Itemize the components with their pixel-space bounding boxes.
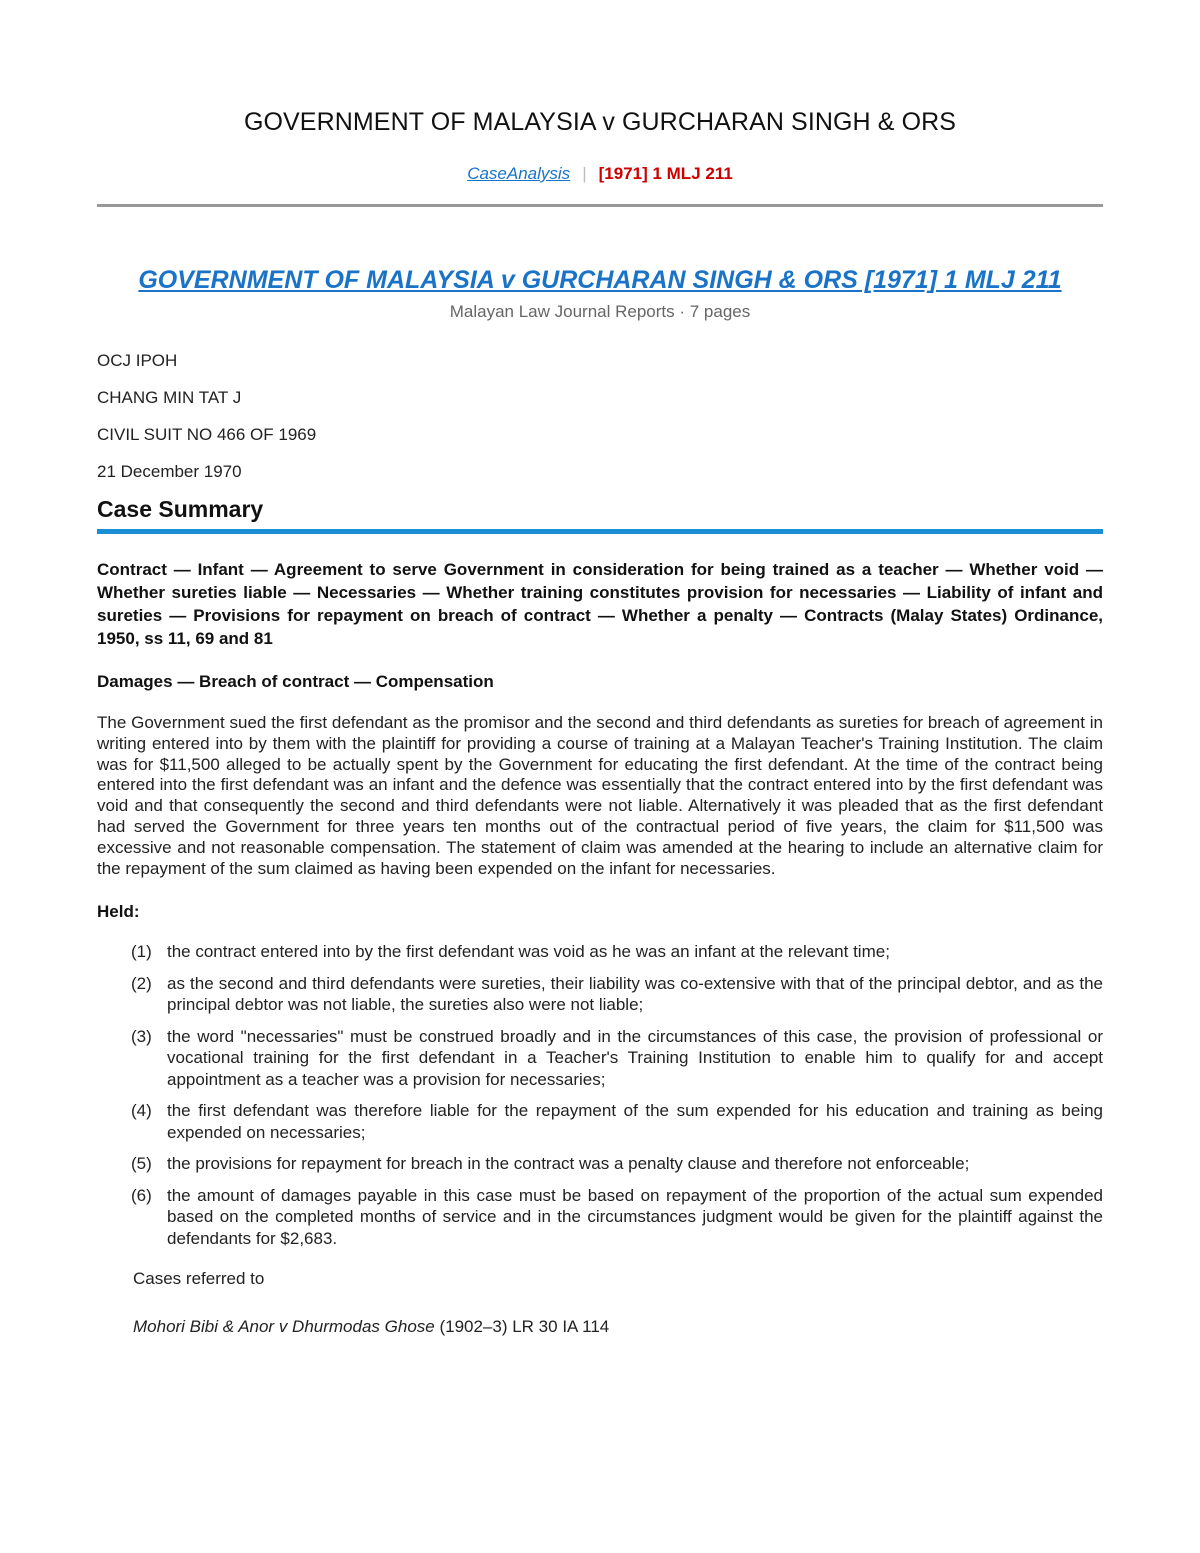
case-analysis-link[interactable]: CaseAnalysis <box>467 164 571 183</box>
catchwords: Contract — Infant — Agreement to serve Government in consideration for being trained as a teacher — Whether void — Whether sureties liable — Necessaries — Whether training constitutes provision for necessaries — Liability of infant and sureties — Provisions for repayment on breach of contract — Whether a penalty — Contracts (Malay States) Ordinance, 1950, ss 11, 69 and 81 <box>97 560 1103 648</box>
case-title-link[interactable]: GOVERNMENT OF MALAYSIA v GURCHARAN SINGH & ORS [1971] 1 MLJ 211 <box>138 266 1062 294</box>
held-item <box>97 973 1103 1016</box>
meta-separator: | <box>582 164 587 183</box>
damages-catchwords: Damages — Breach of contract — Compensation <box>97 672 494 691</box>
case-reference-citation: (1902–3) LR 30 IA 114 <box>434 1317 610 1337</box>
held-item <box>97 941 1103 963</box>
case-info <box>97 350 1103 483</box>
report-subtitle: Malayan Law Journal Reports · 7 pages <box>449 302 751 321</box>
held-text: the amount of damages payable in this case must be based on repayment of the proportion of the actual sum expended based on the completed months of service and in the circumstances judgment would be given for the plaintiff against the defendants for $2,683. <box>167 1185 1103 1248</box>
summary-divider <box>97 529 1103 534</box>
document-title: GOVERNMENT OF MALAYSIA v GURCHARAN SINGH & ORS <box>243 108 957 136</box>
case-reference <box>97 1317 1103 1337</box>
held-number: (3) <box>131 1026 152 1046</box>
case-summary-heading: Case Summary <box>97 496 264 522</box>
cases-referred-label: Cases referred to <box>133 1269 265 1289</box>
summary-paragraph: The Government sued the first defendant as the promisor and the second and third defendants as sureties for breach of agreement in writing entered into by them with the plaintiff for providing a course of training at a Malayan Teacher's Training Institution. The claim was for $11,500 alleged to be actually spent by the Government for educating the first defendant. At the time of the contract being entered into the first defendant was an infant and the defence was essentially that the contract entered into by the first defendant was void and that consequently the second and third defendants were not liable. Alternatively it was pleaded that as the first defendant had served the Government for three years ten months out of the contractual period of five years, the claim for $11,500 was excessive and not reasonable compensation. The statement of claim was amended at the hearing to include an alternative claim for the repayment of the sum claimed as having been expended on the infant for necessaries. <box>97 713 1103 878</box>
court-name: OCJ IPOH <box>97 351 178 370</box>
held-number: (2) <box>131 973 152 993</box>
meta-line <box>97 164 1103 184</box>
case-reference-name: Mohori Bibi & Anor v Dhurmodas Ghose <box>133 1317 435 1337</box>
header-divider <box>97 204 1103 207</box>
held-text: as the second and third defendants were sureties, their liability was co-extensive with that of the principal debtor, and as the principal debtor was not liable, the sureties also were not liable; <box>167 973 1103 1015</box>
held-text: the provisions for repayment for breach in the contract was a penalty clause and therefore not enforceable; <box>167 1154 970 1174</box>
held-number: (1) <box>131 942 152 962</box>
judgment-date: 21 December 1970 <box>97 462 242 481</box>
held-number: (5) <box>131 1154 152 1174</box>
held-number: (6) <box>131 1185 152 1205</box>
suit-number: CIVIL SUIT NO 466 OF 1969 <box>97 425 317 444</box>
held-number: (4) <box>131 1101 152 1121</box>
judge-name: CHANG MIN TAT J <box>97 388 242 407</box>
citation-label: [1971] 1 MLJ 211 <box>598 164 733 183</box>
case-title <box>97 265 1103 296</box>
held-item <box>97 1100 1103 1143</box>
held-text: the word "necessaries" must be construed broadly and in the circumstances of this case, the provision of professional or vocational training for the first defendant in a Teacher's Training Institution to enable him to qualify for and accept appointment as a teacher was a provision for necessaries; <box>167 1026 1103 1089</box>
held-list <box>97 941 1103 1249</box>
held-item <box>97 1185 1103 1250</box>
held-text: the contract entered into by the first defendant was void as he was an infant at the relevant time; <box>167 942 890 962</box>
held-text: the first defendant was therefore liable for the repayment of the sum expended for his education and training as being expended on necessaries; <box>167 1101 1103 1142</box>
held-item <box>97 1153 1103 1175</box>
held-label: Held: <box>97 902 140 922</box>
held-item <box>97 1026 1103 1091</box>
